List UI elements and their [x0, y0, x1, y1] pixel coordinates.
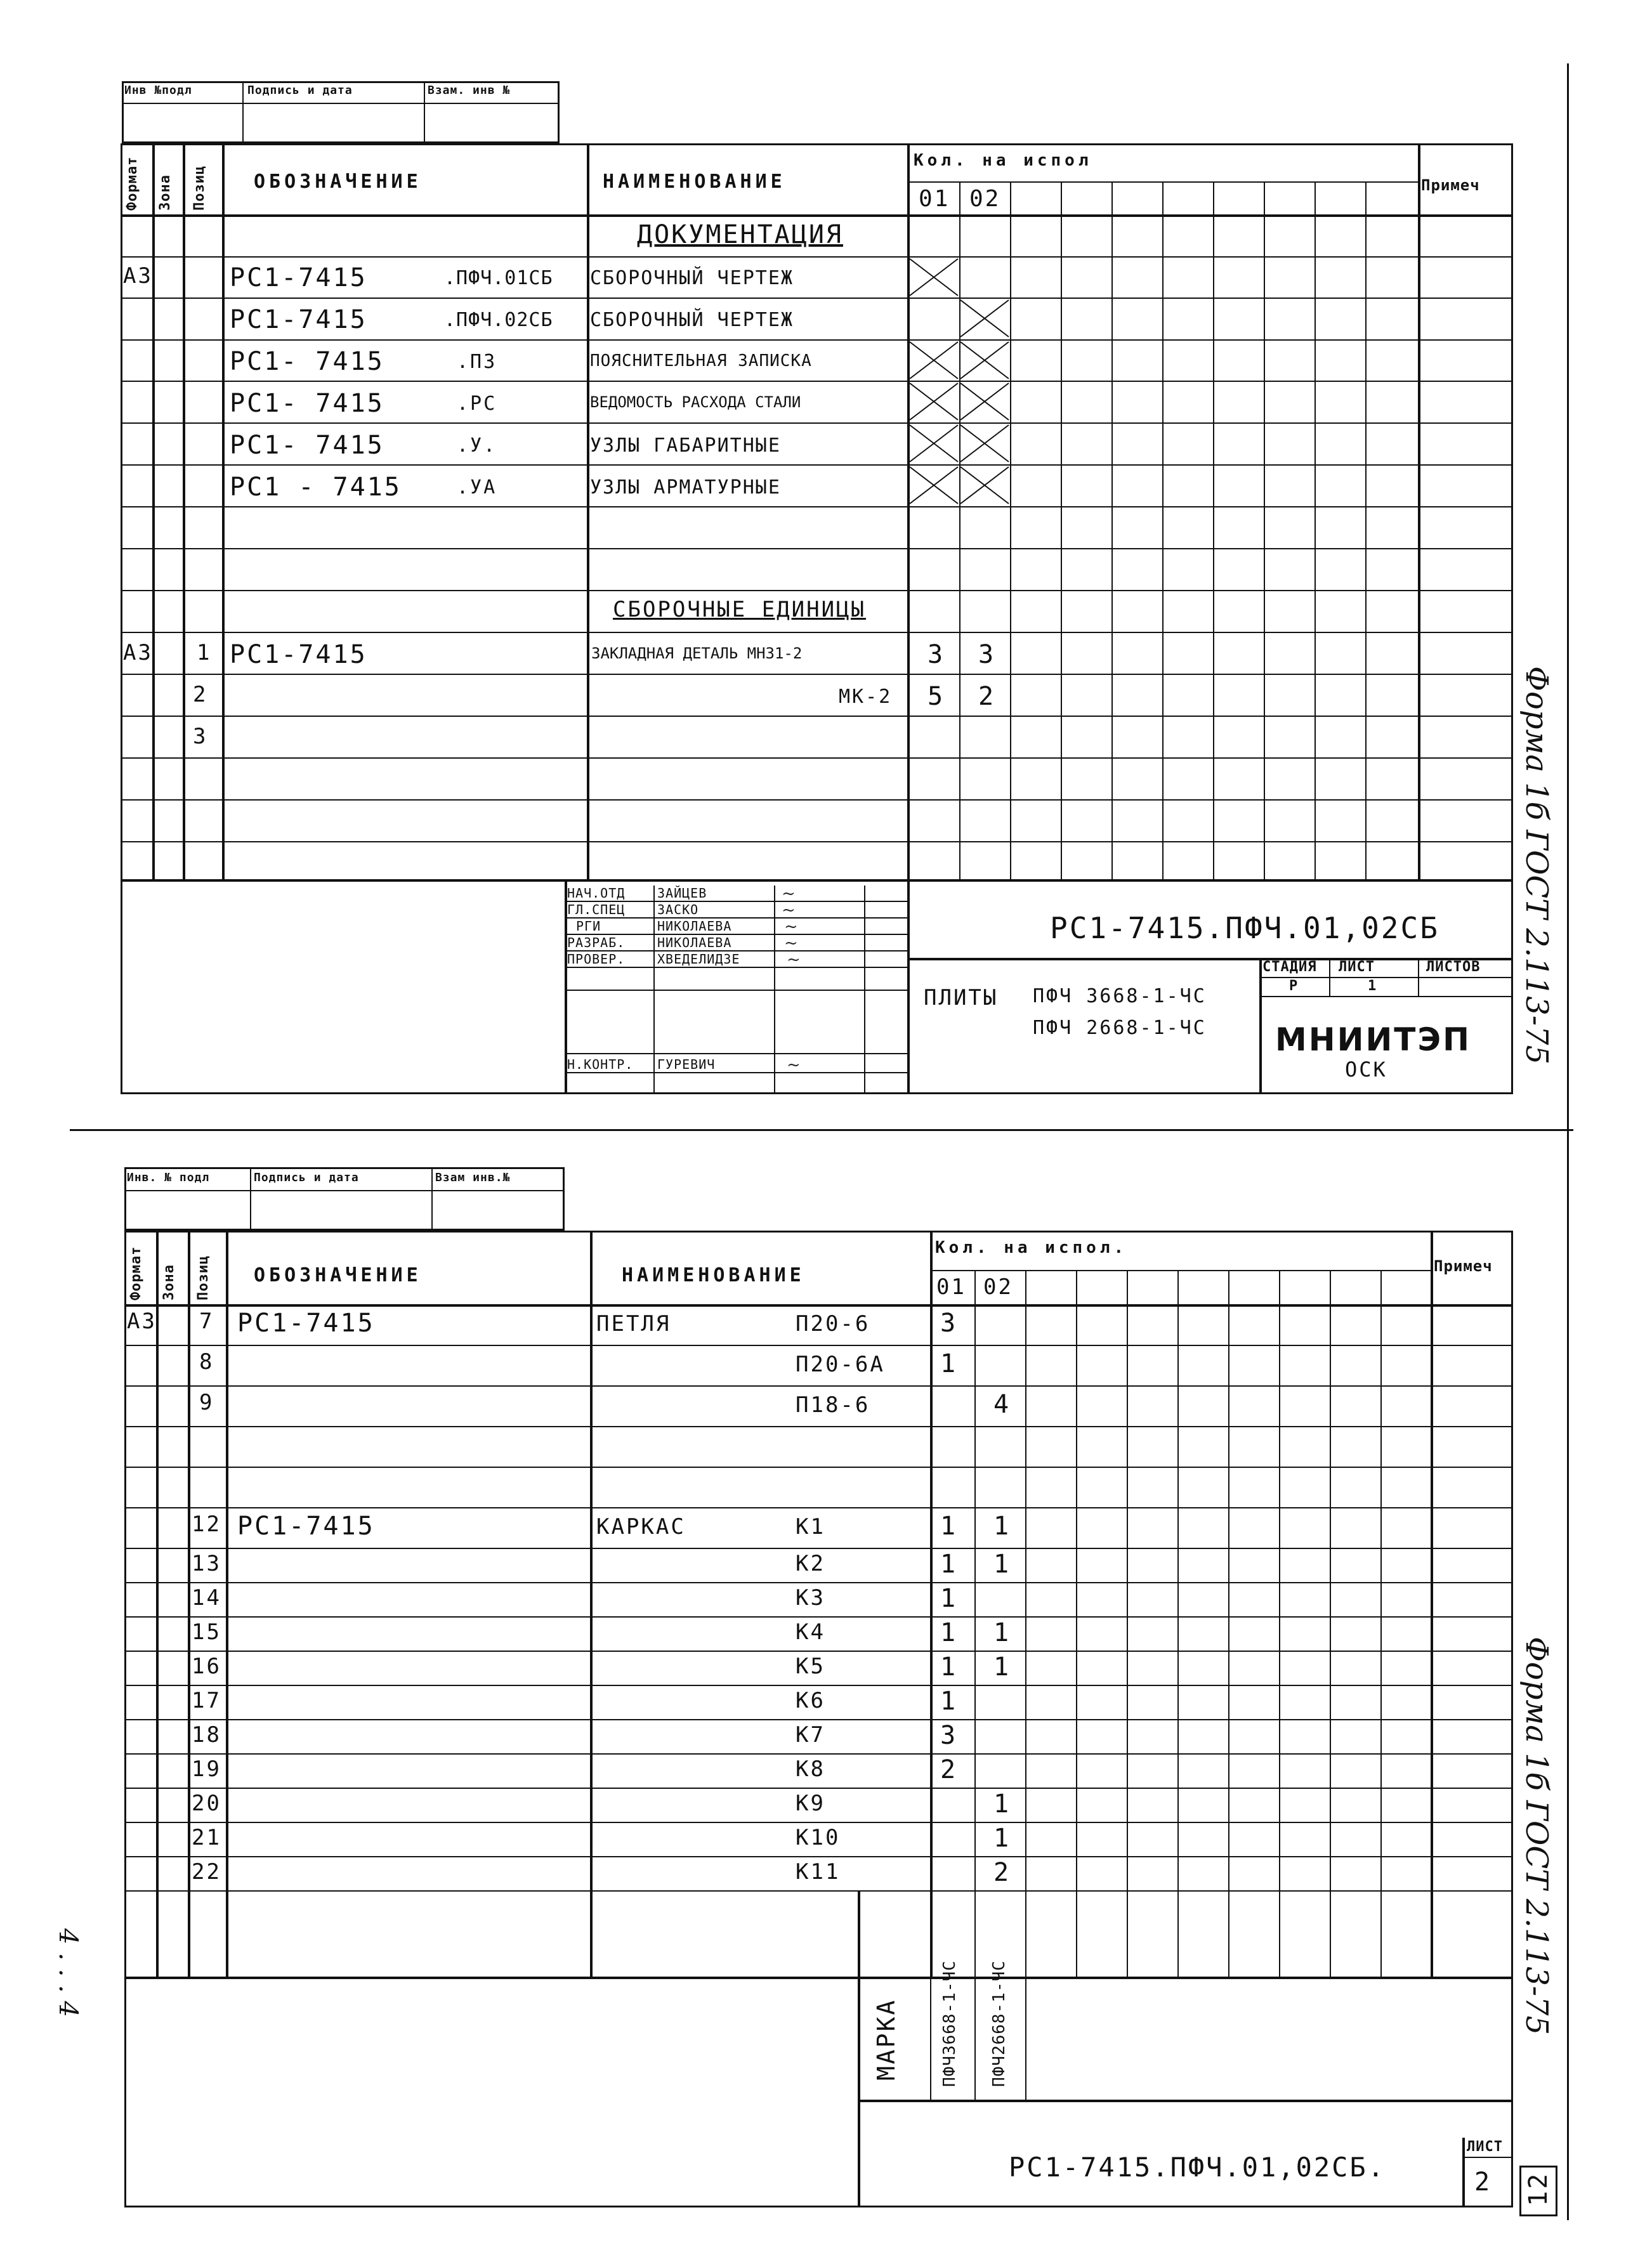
tb-role: ПРОВЕР.: [567, 951, 626, 967]
cell-designation: РС1-7415: [237, 1309, 375, 1338]
tb-product-line2: ПФЧ 2668-1-ЧС: [1033, 1017, 1207, 1039]
hdr-notes-2: Примеч: [1434, 1257, 1493, 1275]
cell-mark: П18-6: [796, 1392, 870, 1418]
cell-pos: 17: [192, 1688, 221, 1713]
marka-label: МАРКА: [872, 1998, 900, 2081]
tb-role: НАЧ.ОТД: [567, 886, 626, 901]
cell-pos: 7: [199, 1309, 214, 1334]
tb-sheet-value: 1: [1368, 978, 1377, 994]
cell-qty-02: 1: [993, 1652, 1011, 1682]
cell-name: ЗАКЛАДНАЯ ДЕТАЛЬ МН31-2: [591, 644, 803, 662]
cell-mark: К8: [796, 1756, 825, 1782]
cell-pos: 1: [197, 640, 212, 665]
cell-designation: РС1- 7415: [230, 389, 384, 418]
cell-qty-01: 1: [940, 1349, 958, 1378]
cell-qty-01: 3: [940, 1309, 958, 1338]
hdr-zone-1: Зона: [157, 174, 173, 211]
marka-value-2: ПФЧ2668-1-ЧС: [990, 1960, 1009, 2087]
cell-qty-02: 3: [978, 640, 996, 669]
cell-designation: РС1-7415: [237, 1512, 375, 1541]
cell-name: МК-2: [839, 686, 893, 708]
tb-role: Н.КОНТР.: [567, 1057, 634, 1072]
hdr-qty-1: Кол. на испол: [914, 151, 1092, 170]
tb-role: ГЛ.СПЕЦ: [567, 902, 626, 917]
hdr-col01-2: 01: [936, 1274, 966, 1300]
hdr-zone-2: Зона: [161, 1264, 177, 1300]
cell-qty-02: 2: [993, 1858, 1011, 1887]
tb-product-label: ПЛИТЫ: [924, 985, 999, 1010]
cross-mark: [908, 258, 959, 297]
sheet2-sheet-value: 2: [1474, 2168, 1492, 2197]
side-note-form: Форма 1б ГОСТ 2.113-75: [1519, 666, 1554, 1065]
cell-qty-02: 2: [978, 682, 996, 711]
section-assembly-units: СБОРОЧНЫЕ ЕДИНИЦЫ: [613, 597, 866, 622]
cell-mark: К4: [796, 1619, 825, 1645]
cell-qty-02: 1: [993, 1789, 1011, 1819]
cell-mark: К11: [796, 1859, 841, 1885]
cell-mark: П20-6: [796, 1311, 870, 1337]
cell-pos: 20: [192, 1791, 221, 1816]
cell-format: А3: [127, 1309, 157, 1334]
tb-person: ХВЕДЕЛИДЗЕ: [657, 951, 740, 967]
cell-mark: К3: [796, 1585, 825, 1611]
page-number: 12: [1524, 2171, 1553, 2206]
stamp-header-inv: Инв №подл: [124, 84, 192, 97]
section-documentation: ДОКУМЕНТАЦИЯ: [637, 220, 843, 249]
cell-code: .ПЗ: [457, 351, 497, 373]
cell-mark: К5: [796, 1654, 825, 1679]
tb-person: НИКОЛАЕВА: [657, 919, 732, 934]
tb-role: РГИ: [576, 919, 601, 934]
stamp-header-repl: Взам. инв №: [428, 84, 511, 97]
tb-doc-code: РС1-7415.ПФЧ.01,02СБ: [1050, 911, 1439, 945]
cross-mark: [959, 466, 1010, 505]
cell-name: УЗЛЫ АРМАТУРНЫЕ: [590, 476, 781, 499]
tb-sheet-label: ЛИСТ: [1339, 959, 1375, 975]
cross-mark: [959, 299, 1010, 338]
cell-pos: 8: [199, 1349, 214, 1375]
signature-mark: ~: [787, 1056, 801, 1075]
cell-mark: К10: [796, 1825, 841, 1850]
cell-pos: 9: [199, 1390, 214, 1415]
cell-designation: РС1-7415: [230, 263, 367, 292]
cell-qty-01: 3: [940, 1721, 958, 1750]
cell-pos: 16: [192, 1654, 221, 1679]
page-right-border: [1567, 63, 1569, 2220]
cell-qty-01: 1: [940, 1584, 958, 1613]
cell-mark: П20-6А: [796, 1352, 885, 1377]
side-note-form: Форма 1б ГОСТ 2.113-75: [1519, 1637, 1554, 2036]
hdr-col02-1: 02: [969, 186, 1001, 212]
cell-qty-01: 1: [940, 1687, 958, 1716]
cell-qty-01: 5: [928, 682, 945, 711]
cell-name: СБОРОЧНЫЙ ЧЕРТЕЖ: [590, 267, 794, 289]
cell-qty-01: 1: [940, 1512, 958, 1541]
hdr-notes-1: Примеч: [1421, 176, 1480, 194]
cell-pos: 22: [192, 1859, 221, 1885]
cell-pos: 21: [192, 1825, 221, 1850]
cell-mark: К9: [796, 1791, 825, 1816]
cell-pos: 18: [192, 1722, 221, 1748]
cross-mark: [959, 382, 1010, 421]
cell-designation: РС1-7415: [230, 640, 367, 669]
hdr-pos-1: Позиц: [192, 165, 207, 211]
tb-stage-value: Р: [1289, 978, 1299, 994]
cell-qty-01: 1: [940, 1550, 958, 1579]
cell-qty-02: 4: [993, 1390, 1011, 1419]
cross-mark: [908, 466, 959, 505]
cross-mark: [959, 341, 1010, 380]
stamp-header-repl: Взам инв.№: [435, 1171, 511, 1184]
cell-designation: РС1- 7415: [230, 347, 384, 376]
cell-format: А3: [123, 640, 153, 665]
cell-qty-01: 1: [940, 1618, 958, 1647]
cell-name: ПЕТЛЯ: [596, 1311, 671, 1337]
tb-sheets-label: ЛИСТОВ: [1426, 959, 1481, 975]
tb-role: РАЗРАБ.: [567, 935, 626, 950]
cell-name: КАРКАС: [596, 1514, 686, 1540]
hdr-col02-2: 02: [983, 1274, 1013, 1300]
cell-mark: К2: [796, 1551, 825, 1576]
cell-designation: РС1 - 7415: [230, 473, 402, 502]
cell-format: А3: [123, 263, 153, 289]
signature-mark: ~: [784, 934, 798, 953]
cell-qty-02: 1: [993, 1824, 1011, 1853]
tb-person: НИКОЛАЕВА: [657, 935, 732, 950]
cross-mark: [908, 341, 959, 380]
cross-mark: [908, 424, 959, 463]
tb-org-sub: ОСК: [1345, 1057, 1387, 1082]
margin-note: 4 . . . 4: [53, 1928, 82, 2017]
signature-mark: ~: [787, 950, 801, 969]
cell-pos: 2: [193, 682, 208, 707]
cell-mark: К6: [796, 1688, 825, 1713]
signature-mark: ~: [782, 884, 796, 903]
stamp-header-inv: Инв. № подл: [127, 1171, 210, 1184]
hdr-designation-2: ОБОЗНАЧЕНИЕ: [254, 1264, 422, 1286]
hdr-designation-1: ОБОЗНАЧЕНИЕ: [254, 171, 422, 193]
tb-person: ЗАСКО: [657, 902, 699, 917]
cell-mark: К7: [796, 1722, 825, 1748]
hdr-name-1: НАИМЕНОВАНИЕ: [603, 171, 786, 193]
cell-pos: 14: [192, 1585, 221, 1611]
cell-code: .ПФЧ.02СБ: [444, 309, 553, 331]
cell-code: .РС: [457, 393, 497, 415]
cell-qty-02: 1: [993, 1618, 1011, 1647]
signature-mark: ~: [784, 917, 798, 936]
cell-qty-02: 1: [993, 1550, 1011, 1579]
cell-pos: 3: [193, 724, 208, 749]
cell-qty-01: 2: [940, 1755, 958, 1784]
sheet2-sheet-label: ЛИСТ: [1467, 2139, 1503, 2155]
page-divider: [70, 1129, 1573, 1131]
cell-qty-01: 3: [928, 640, 945, 669]
hdr-format-2: Формат: [128, 1246, 144, 1300]
signature-mark: ~: [782, 901, 796, 920]
stamp-header-sign: Подпись и дата: [254, 1171, 359, 1184]
hdr-format-1: Формат: [124, 156, 140, 211]
tb-person: ГУРЕВИЧ: [657, 1057, 716, 1072]
cell-name: СБОРОЧНЫЙ ЧЕРТЕЖ: [590, 309, 794, 331]
tb-person: ЗАЙЦЕВ: [657, 886, 707, 901]
cell-code: .ПФЧ.01СБ: [444, 267, 553, 289]
cell-qty-02: 1: [993, 1512, 1011, 1541]
hdr-pos-2: Позиц: [195, 1255, 211, 1300]
stamp-header-sign: Подпись и дата: [247, 84, 353, 97]
cell-code: .У.: [457, 435, 497, 457]
hdr-name-2: НАИМЕНОВАНИЕ: [622, 1264, 805, 1286]
cell-mark: К1: [796, 1514, 825, 1540]
cell-code: .УА: [457, 476, 497, 499]
sheet2-doc-code: РС1-7415.ПФЧ.01,02СБ.: [1009, 2152, 1386, 2183]
cell-pos: 12: [192, 1512, 221, 1537]
cross-mark: [908, 382, 959, 421]
tb-org: МНИИТЭП: [1275, 1021, 1471, 1058]
cell-designation: РС1-7415: [230, 305, 367, 334]
cell-name: ВЕДОМОСТЬ РАСХОДА СТАЛИ: [590, 393, 801, 411]
tb-stage-label: СТАДИЯ: [1262, 959, 1317, 975]
hdr-qty-2: Кол. на испол.: [935, 1238, 1128, 1257]
cell-pos: 13: [192, 1551, 221, 1576]
tb-product-line1: ПФЧ 3668-1-ЧС: [1033, 985, 1207, 1007]
cross-mark: [959, 424, 1010, 463]
cell-name: ПОЯСНИТЕЛЬНАЯ ЗАПИСКА: [590, 351, 812, 370]
cell-name: УЗЛЫ ГАБАРИТНЫЕ: [590, 435, 781, 457]
cell-pos: 19: [192, 1756, 221, 1782]
cell-designation: РС1- 7415: [230, 431, 384, 460]
cell-qty-01: 1: [940, 1652, 958, 1682]
hdr-col01-1: 01: [919, 186, 950, 212]
cell-pos: 15: [192, 1619, 221, 1645]
marka-value-1: ПФЧ3668-1-ЧС: [940, 1960, 959, 2087]
